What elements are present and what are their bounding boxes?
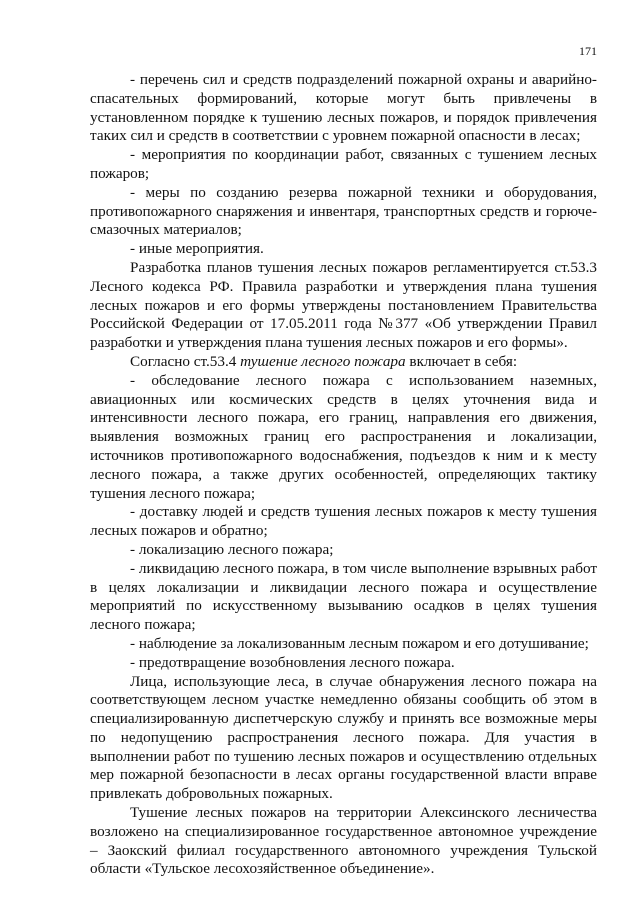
list-item-prevention: - предотвращение возобновления лесного пожара. (130, 653, 455, 671)
article-italic-term: тушение лесного пожара (240, 352, 406, 370)
list-item-observation: - наблюдение за локализованным лесным пожаром и его дотушивание; (130, 634, 589, 652)
list-item-reserve: - меры по созданию резерва пожарной техники и оборудования, противопожарного снаряжения и инвентаря, транспортных средств и горюче-смазочных материалов; (90, 183, 597, 239)
document-body (90, 71, 597, 879)
list-item-delivery: - доставку людей и средств тушения лесных пожаров к месту тушения лесных пожаров и обратно; (90, 503, 597, 540)
paragraph-plan-regulation: Разработка планов тушения лесных пожаров регламентируется ст.53.3 Лесного кодекса РФ. Правила разработки и утверждения плана тушения лесных пожаров и его формы утверждены постановлением Правительства Российской Федерации от 17.05.2011 года №377 «Об утверждении Правил разработки и утверждения плана тушения лесных пожаров и его формы». (90, 258, 597, 352)
list-item-localization: - локализацию лесного пожара; (130, 540, 334, 558)
list-item-forces: - перечень сил и средств подразделений пожарной охраны и аварийно-спасательных формирований, которые могут быть привлечены в установленном порядке к тушению лесных пожаров, и порядок привлечения таких сил и средств в соответствии с уровнем пожарной опасности в лесах; (90, 71, 597, 145)
list-item-liquidation: - ликвидацию лесного пожара, в том числе выполнение взрывных работ в целях локализации и ликвидации лесного пожара и осуществление мероприятий по искусственному вызыванию осадков в целях тушения лесного пожара; (90, 559, 597, 634)
paragraph-article-53-4 (90, 353, 597, 372)
paragraph-aleksin-forestry: Тушение лесных пожаров на территории Алексинского лесничества возложено на специализированное государственное автономное учреждение – Заокский филиал государственного автономного учреждения Тульской области «Тульское лесохозяйственное объединение». (90, 804, 597, 878)
article-outro-text: включает в себя: (405, 352, 518, 370)
page-number: 171 (579, 44, 597, 58)
list-item-coordination: - мероприятия по координации работ, связанных с тушением лесных пожаров; (90, 146, 597, 182)
list-item-other: - иные мероприятия. (130, 240, 264, 258)
article-intro-text: Согласно ст.53.4 (130, 352, 241, 370)
list-item-survey: - обследование лесного пожара с использованием наземных, авиационных или космических средств в целях уточнения вида и интенсивности лесного пожара, его границ, направления его движения, выявления возможных границ его распространения и локализации, источников противопожарного водоснабжения, подъездов к ним и к месту лесного пожара, а также других особенностей, определяющих тактику тушения лесного пожара; (90, 371, 597, 502)
paragraph-forest-users: Лица, использующие леса, в случае обнаружения лесного пожара на соответствующем лесном участке немедленно обязаны сообщить об этом в специализированную диспетчерскую службу и принять все возможные меры по недопущению распространения лесного пожара. Для участия в выполнении работ по тушению лесных пожаров и осуществлению отдельных мер пожарной безопасности в лесах органы государственной власти вправе привлекать добровольных пожарных. (90, 672, 597, 803)
